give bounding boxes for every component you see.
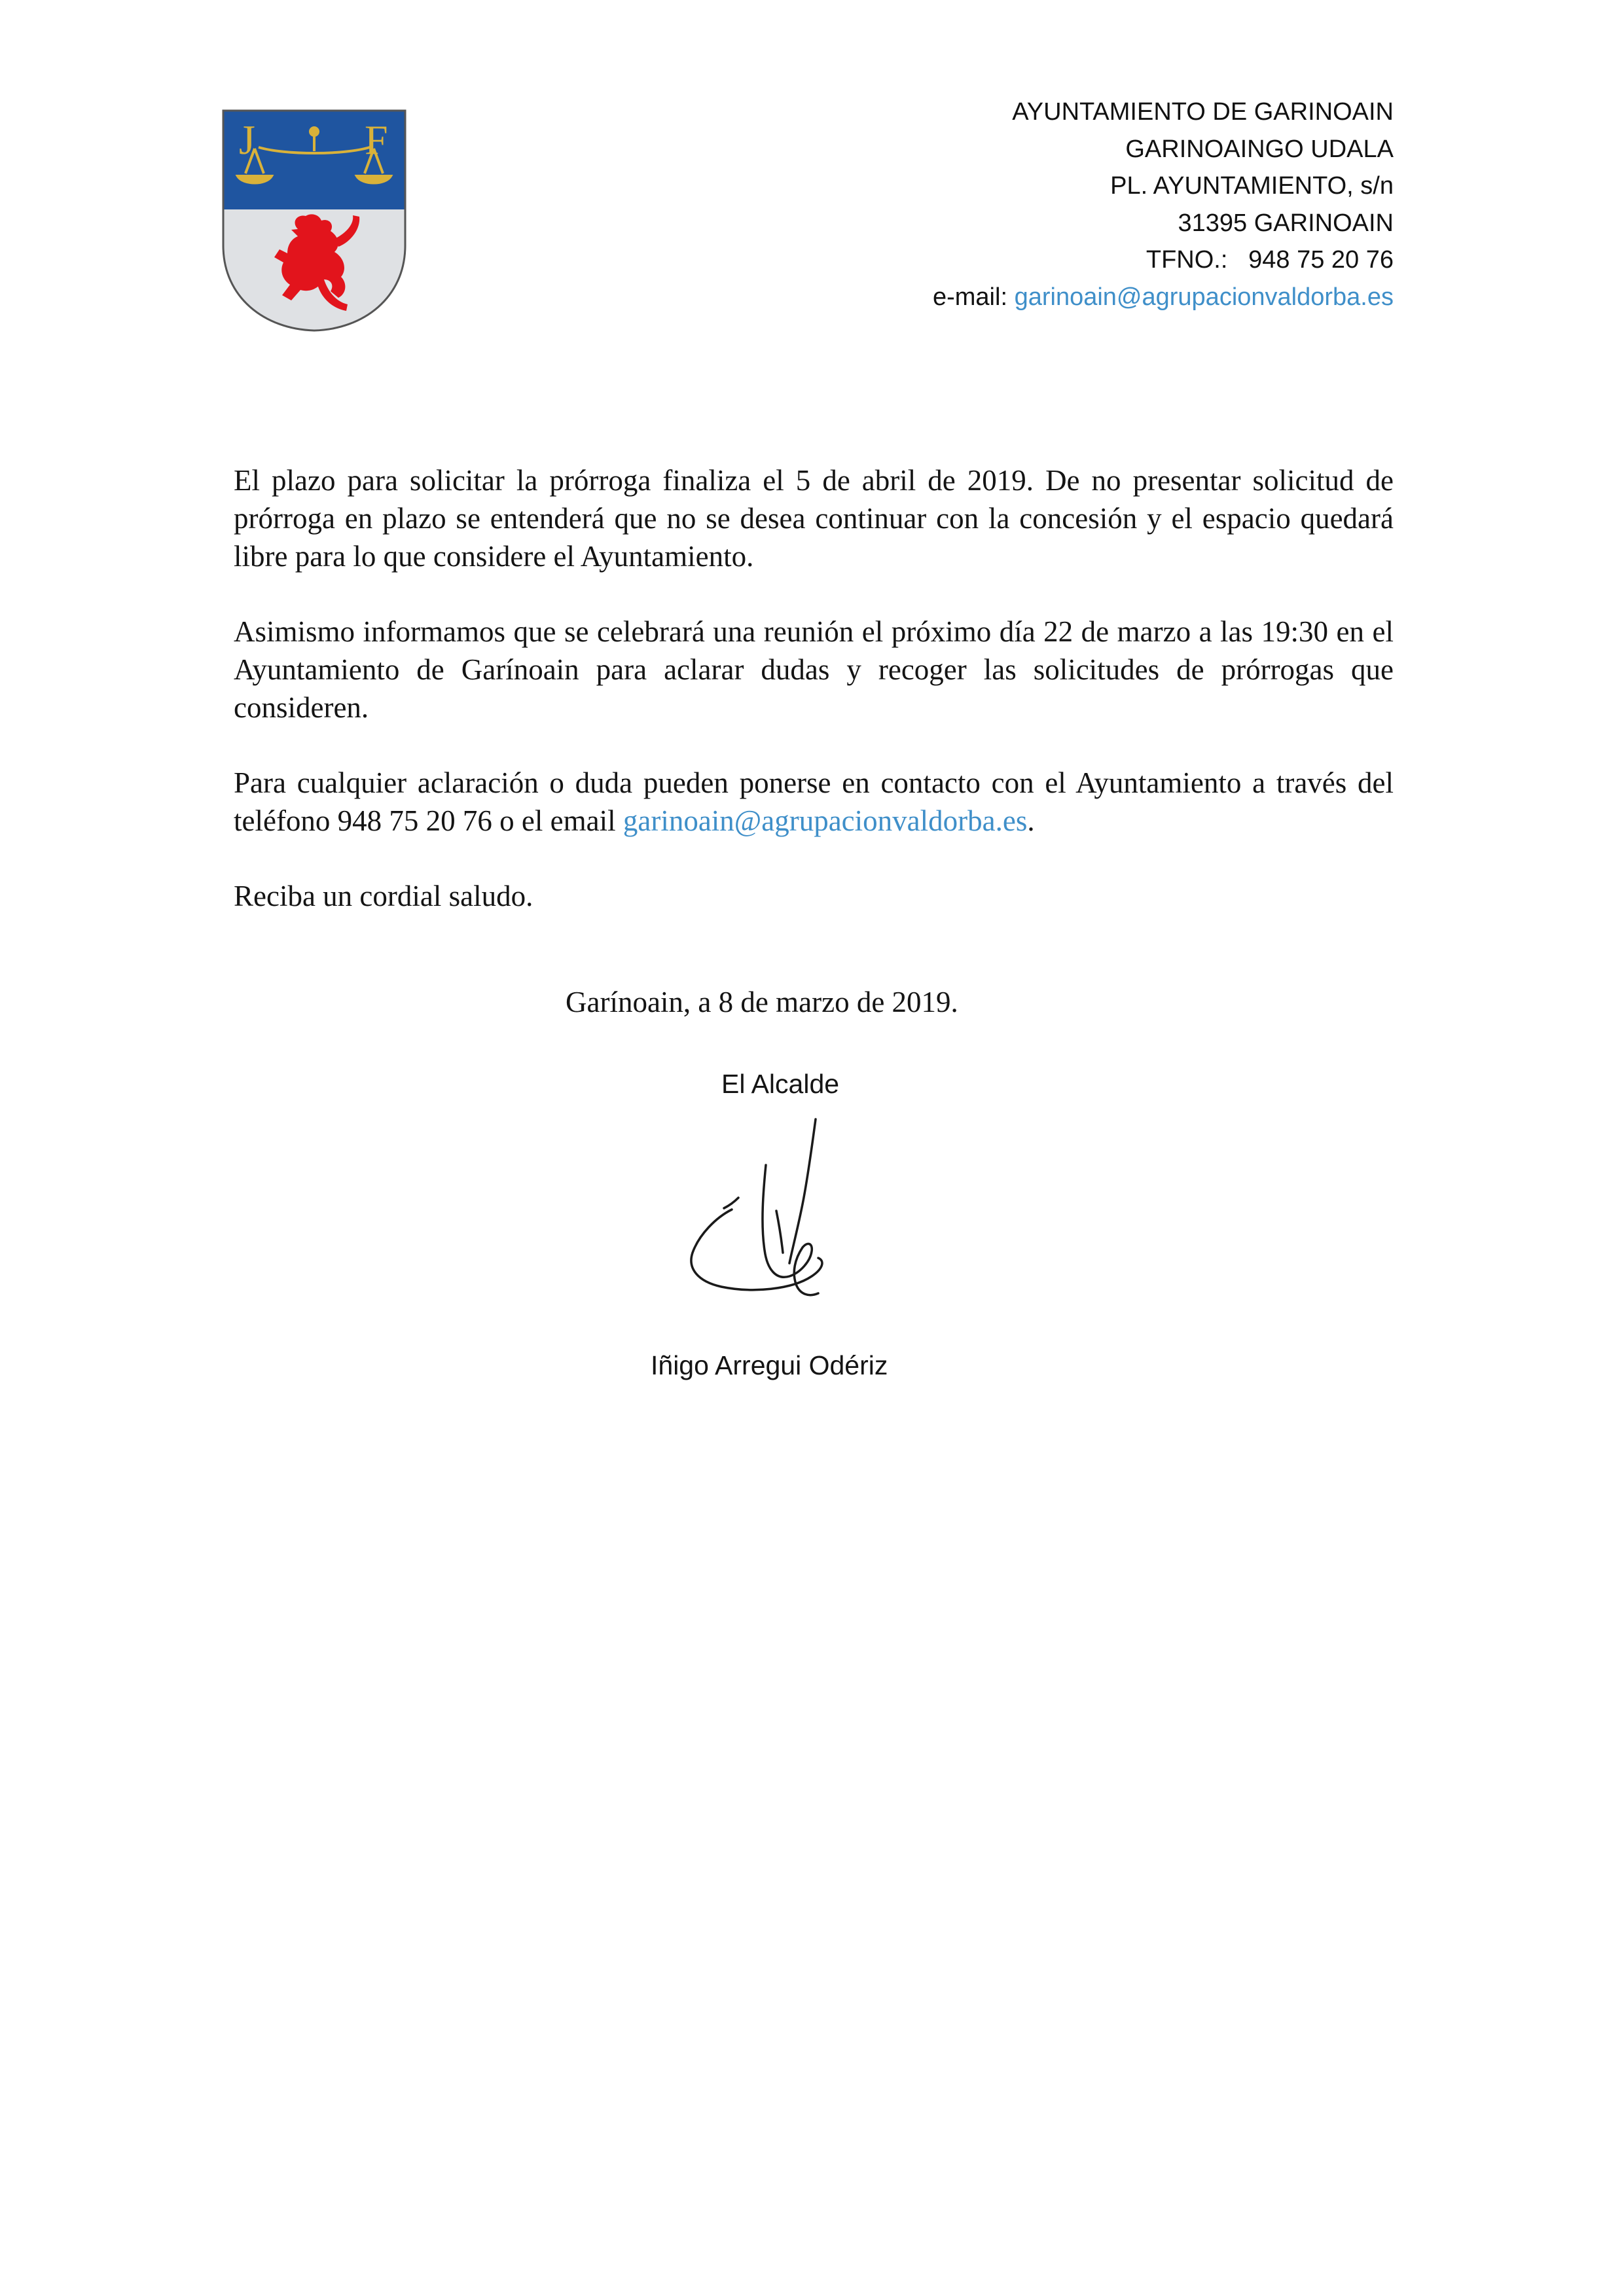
signer-title: El Alcalde [721,1069,840,1099]
body-email-link[interactable]: garinoain@agrupacionvaldorba.es [623,804,1028,837]
phone-number: 948 75 20 76 [1248,246,1394,274]
letterhead-postal-code: 31395 GARINOAIN [1178,209,1394,237]
coat-of-arms-letter-j: J [239,117,255,163]
letterhead [804,94,1394,315]
place-and-date: Garínoain, a 8 de marzo de 2019. [566,986,958,1018]
paragraph-contact [234,764,1394,840]
letter-body [234,461,1394,952]
handwritten-signature [661,1113,851,1329]
paragraph-deadline: El plazo para solicitar la prórroga finaliza el 5 de abril de 2019. De no presentar solicitud de prórroga en plazo se entenderá que no se desea continuar con la concesión y el espacio quedará libre para lo que considere el Ayuntamiento. [234,464,1394,573]
letterhead-email-line [804,279,1394,316]
phone-label: TFNO.: [1146,246,1228,274]
paragraph-meeting: Asimismo informamos que se celebrará una reunión el próximo día 22 de marzo a las 19:30 en el Ayuntamiento de Garínoain para aclarar dudas y recoger las solicitudes de prórrogas que consideren. [234,615,1394,724]
letterhead-phone-line [804,242,1394,279]
email-label: e-mail: [932,283,1008,311]
letterhead-institution-basque: GARINOAINGO UDALA [1125,135,1394,163]
letterhead-institution: AYUNTAMIENTO DE GARINOAIN [1012,98,1394,126]
letterhead-email-link[interactable]: garinoain@agrupacionvaldorba.es [1014,283,1394,311]
coat-of-arms-logo [219,108,409,334]
contact-text-end: . [1027,804,1035,837]
coat-of-arms-letter-f: F [365,117,388,163]
closing-greeting: Reciba un cordial saludo. [234,880,533,912]
signer-name: Iñigo Arregui Odériz [651,1350,888,1380]
contact-text: Para cualquier aclaración o duda pueden ponerse en contacto con el Ayuntamiento a través del teléfono 948 75 20 76 o el email [234,766,1394,837]
letterhead-address: PL. AYUNTAMIENTO, s/n [1110,172,1394,200]
